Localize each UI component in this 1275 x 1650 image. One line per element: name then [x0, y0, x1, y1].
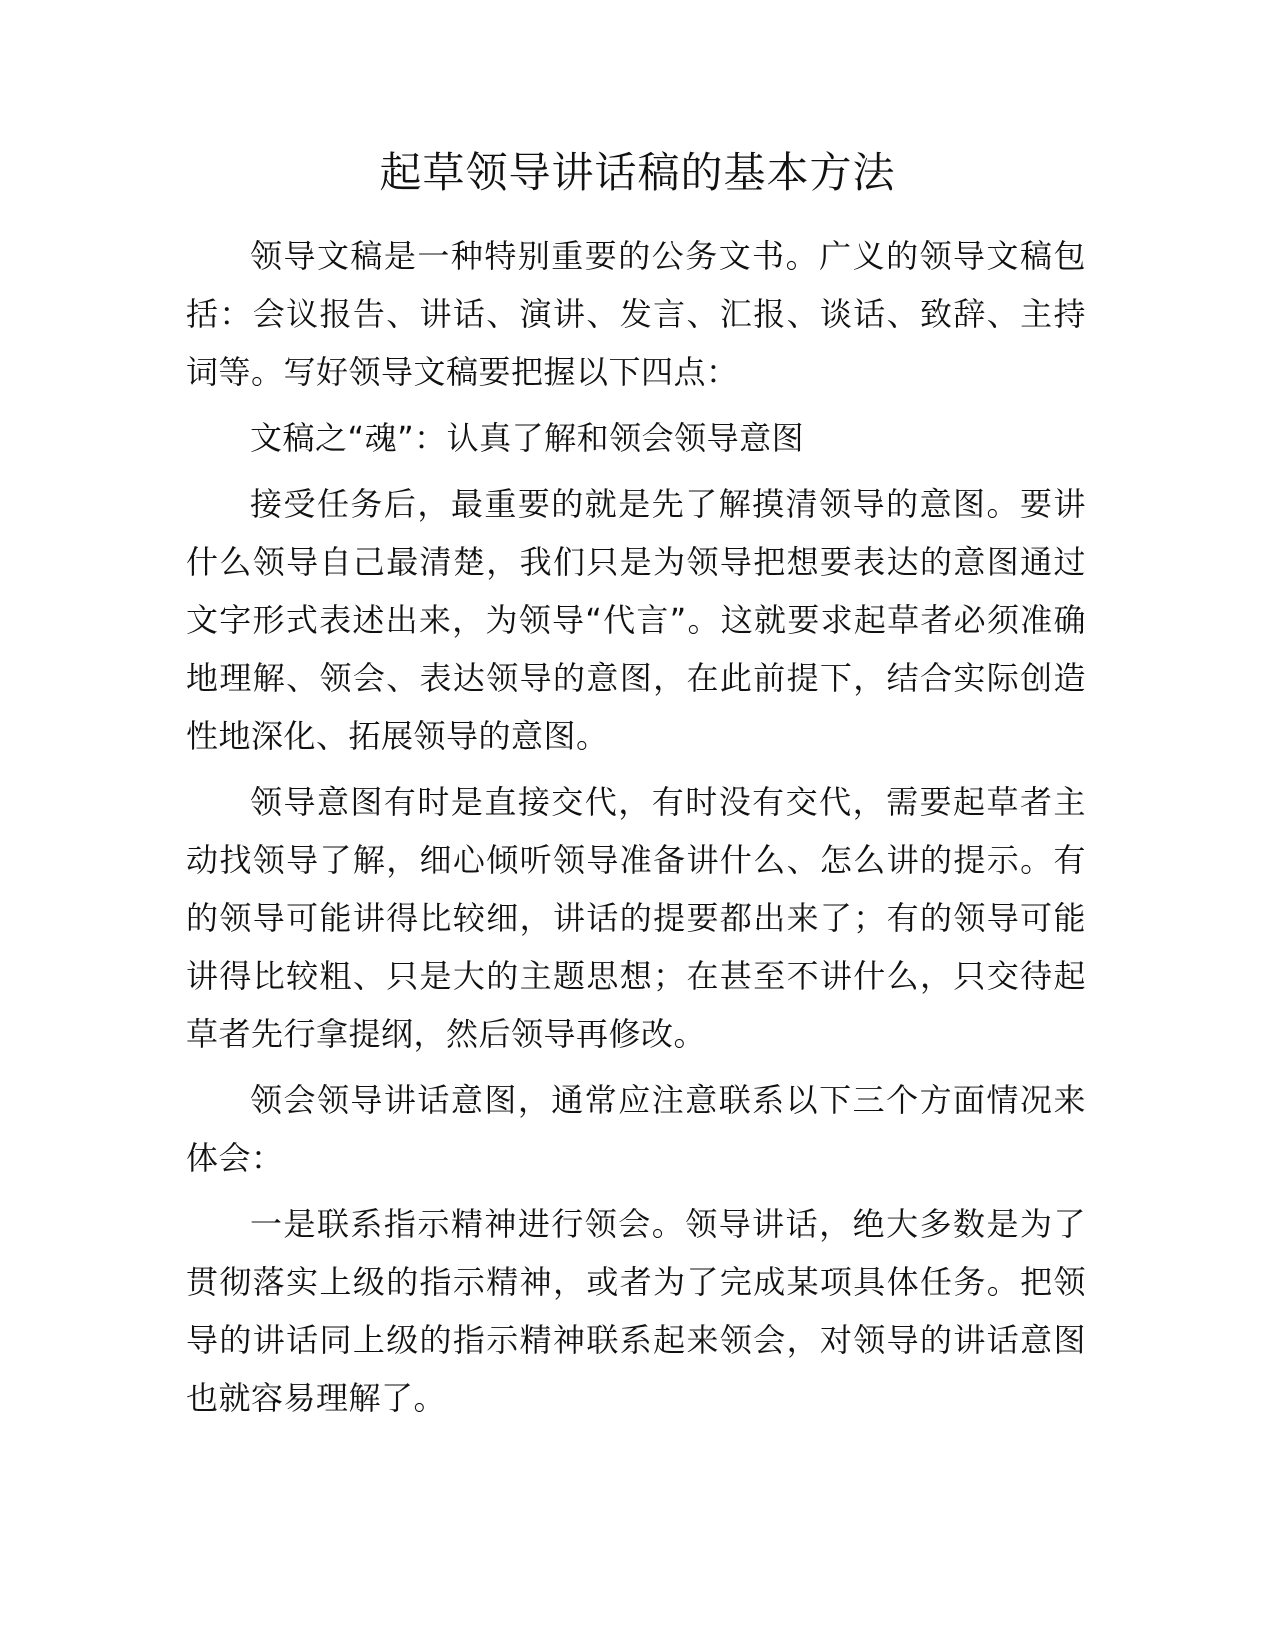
section-heading: 文稿之“魂”：认真了解和领会领导意图 [250, 419, 805, 457]
paragraph-intro: 领导文稿是一种特别重要的公务文书。广义的领导文稿包括：会议报告、讲话、演讲、发言、汇报、谈话、致辞、主持词等。写好领导文稿要把握以下四点： [186, 237, 1086, 391]
paragraph-point-one: 一是联系指示精神进行领会。领导讲话，绝大多数是为了贯彻落实上级的指示精神，或者为了完成某项具体任务。把领导的讲话同上级的指示精神联系起来领会，对领导的讲话意图也就容易理解了。 [186, 1205, 1086, 1417]
paragraph-intent-communication: 领导意图有时是直接交代，有时没有交代，需要起草者主动找领导了解，细心倾听领导准备讲什么、怎么讲的提示。有的领导可能讲得比较细，讲话的提要都出来了；有的领导可能讲得比较粗、只是大的主题思想；在甚至不讲什么，只交待起草者先行拿提纲，然后领导再修改。 [186, 783, 1086, 1053]
page-title: 起草领导讲话稿的基本方法 [379, 148, 896, 197]
document-body [186, 227, 1086, 1435]
paragraph-three-aspects: 领会领导讲话意图，通常应注意联系以下三个方面情况来体会： [186, 1081, 1086, 1177]
paragraph-understand-intent: 接受任务后，最重要的就是先了解摸清领导的意图。要讲什么领导自己最清楚，我们只是为领导把想要表达的意图通过文字形式表述出来，为领导“代言”。这就要求起草者必须准确地理解、领会、表达领导的意图，在此前提下，结合实际创造性地深化、拓展领导的意图。 [186, 485, 1086, 755]
